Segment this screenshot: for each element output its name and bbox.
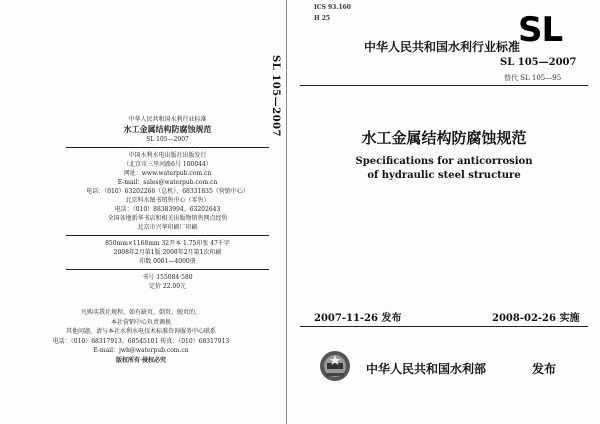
issuing-ministry: 中华人民共和国水利部	[366, 362, 487, 376]
imprint-line: 印数 0001—4000册	[139, 258, 196, 265]
imprint-line: 2008年2月第1版 2008年2月第1次印刷	[113, 249, 222, 256]
standard-number: SL 105—2007	[500, 57, 577, 68]
sl-logo: SL	[518, 10, 563, 50]
imprint-line: （北京市三里河路6号 100044）	[123, 161, 212, 168]
notice-block	[12, 308, 270, 365]
imprint-line: 850mm×1168mm 32开本 1.75印张 47千字	[105, 240, 230, 247]
imprint-line: 定价 22.00元	[148, 283, 187, 290]
imprint-line: 北京科水图书销售中心（零售）	[125, 197, 210, 204]
national-emblem-icon	[318, 349, 352, 383]
ics-code: ICS 93.160	[314, 4, 351, 11]
notice-line: 凡购买我社规程，如有缺页、倒页、脱页的，	[80, 309, 201, 316]
imprint-divider	[66, 147, 269, 148]
notice-line: 其他问题，请与本社水利水电技术标准咨询服务中心联系	[65, 328, 216, 335]
notice-line: 本社营销中心负责调换	[110, 318, 171, 326]
footer-rule	[300, 326, 588, 327]
replaces-note: 替代 SL 105—95	[504, 74, 562, 82]
imprint-line: 电话：（010）63202266（总机）、68331835（营销中心）	[86, 188, 249, 195]
imprint-line: SL 105—2007	[146, 136, 189, 143]
imprint-line: 书号 155084·580	[142, 274, 193, 281]
implement-date: 2008-02-26 实施	[492, 313, 580, 324]
imprint-block	[60, 115, 275, 291]
spine-label: SL 105—2007	[270, 55, 281, 137]
imprint-line: 中国水利水电出版社出版发行	[128, 152, 207, 159]
imprint-line: 中华人民共和国水利行业标准	[128, 116, 207, 123]
imprint-divider	[66, 269, 269, 270]
imprint-line: 电话：（010）88383994、63202643	[114, 206, 221, 213]
notice-line: 电话：（010）68317913、68545101 传真：（010）68317913	[52, 337, 230, 345]
spine-fold-line	[286, 0, 287, 424]
title-english-line-2: of hydraulic steel structure	[367, 170, 521, 181]
imprint-line: 水工金属结构防腐蚀规范	[123, 124, 212, 134]
issue-date: 2007-11-26 发布	[314, 313, 402, 324]
imprint-divider	[66, 235, 269, 236]
imprint-line: 北京市兴华印刷厂印刷	[137, 224, 198, 231]
notice-line: 版权所有·侵权必究	[115, 356, 167, 364]
imprint-line: E-mail：sales@waterpub.com.cn	[117, 179, 218, 186]
notice-line: E-mail：jwh@waterpub.com.cn	[93, 347, 189, 354]
header-rule	[300, 85, 588, 86]
left-page	[0, 0, 272, 424]
ccs-code: H 25	[314, 15, 331, 22]
standard-header: 中华人民共和国水利行业标准	[364, 40, 521, 54]
imprint-line: 全国各地新华书店和相关出版物销售网点经售	[107, 215, 228, 222]
imprint-line: 网址：www.waterpub.com.cn	[123, 170, 212, 177]
title-chinese: 水工金属结构防腐蚀规范	[361, 129, 527, 147]
title-english-line-1: Specifications for anticorrosion	[355, 156, 533, 167]
publish-label: 发布	[532, 362, 557, 376]
